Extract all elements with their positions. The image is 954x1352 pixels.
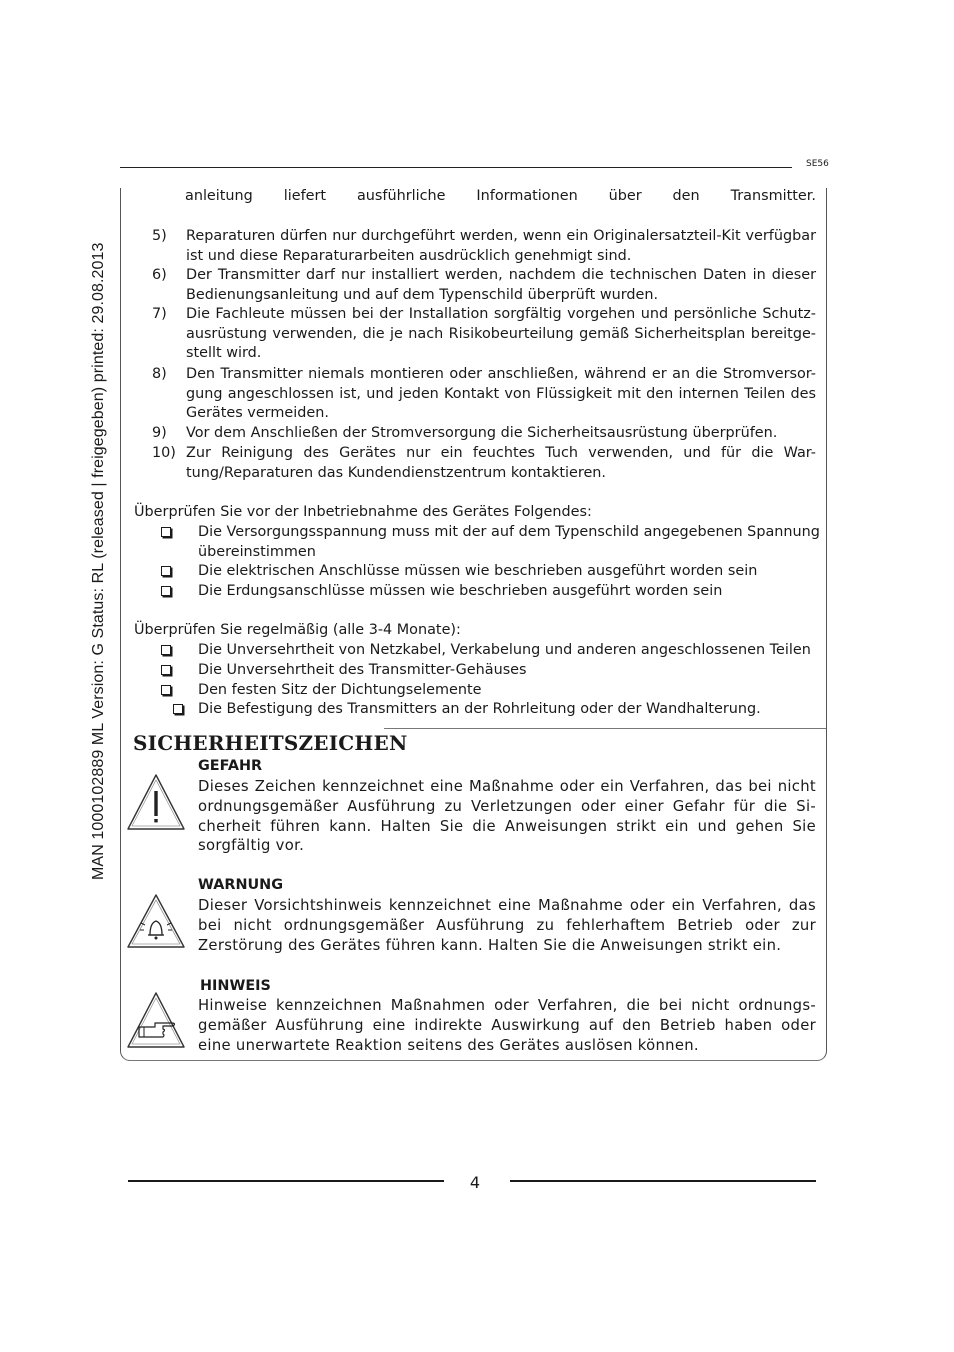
document-code: SE56 xyxy=(806,159,829,169)
list-item xyxy=(152,305,816,364)
footer-rule-right xyxy=(510,1180,816,1182)
exclamation-triangle-icon xyxy=(125,771,187,833)
checkbox-icon xyxy=(161,527,171,537)
list-item xyxy=(152,365,816,424)
sign-title-warnung: WARNUNG xyxy=(198,877,284,893)
list-item xyxy=(152,227,816,266)
item-number: 10) xyxy=(152,445,176,461)
sign-text-hinweis: Hinweise kennzeichnen Maßnahmen oder Verfahren, die bei nicht ordnungs-gemäßer Ausführung eine indirekte Auswirkung auf den Betrieb haben oder eine unerwartete Reaktion seitens des Gerätes auslösen können. xyxy=(198,997,816,1054)
safety-heading: SICHERHEITSZEICHEN xyxy=(133,731,408,755)
item-number: 9) xyxy=(152,425,167,441)
sign-text-warnung: Dieser Vorsichtshinweis kennzeichnet eine Maßnahme oder ein Verfahren, das bei nicht ordnungsgemäßer Ausführung zu fehlerhaftem Betrieb oder zur Zerstörung des Gerätes führen kann. Halten Sie die Anweisungen strikt ein. xyxy=(198,897,816,954)
item-text: Zur Reinigung des Gerätes nur ein feuchtes Tuch verwenden, und für die War-tung/Reparaturen das Kundendienstzentrum kontaktieren. xyxy=(186,445,816,481)
header-rule xyxy=(120,167,792,168)
bullet-item: Die elektrischen Anschlüsse müssen wie beschrieben ausgeführt worden sein xyxy=(198,563,758,579)
list-item xyxy=(152,424,816,444)
item-number: 7) xyxy=(152,306,167,322)
bullet-item: Die Unversehrtheit des Transmitter-Gehäuses xyxy=(198,662,527,678)
item-number: 5) xyxy=(152,228,167,244)
carry-word: über xyxy=(608,188,642,204)
carry-word: ausführliche xyxy=(356,188,446,204)
sign-text-gefahr: Dieses Zeichen kennzeichnet eine Maßnahme oder ein Verfahren, das bei nicht ordnungsgemäßer Ausführung zu Verletzungen oder einer Gefahr für die Si-cherheit führen kann. Halten Sie die Anweisungen strikt ein und gehen Sie sorgfältig vor. xyxy=(198,778,816,855)
item-text: Reparaturen dürfen nur durchgeführt werden, wenn ein Originalersatzteil-Kit verfügbar ist und diese Reparaturarbeiten ausdrücklich genehmigt sind. xyxy=(186,228,816,264)
carried-over-line xyxy=(185,187,816,207)
alarm-bell-triangle-icon xyxy=(125,891,187,951)
checkbox-icon xyxy=(161,665,171,675)
bullet-item: Die Erdungsanschlüsse müssen wie beschrieben ausgeführt worden sein xyxy=(198,583,723,599)
list-item xyxy=(152,266,816,305)
page-number: 4 xyxy=(469,1173,481,1192)
item-number: 6) xyxy=(152,267,167,283)
carry-word: Informationen xyxy=(476,188,578,204)
bullet-item: Die Unversehrtheit von Netzkabel, Verkabelung und anderen angeschlossenen Teilen xyxy=(198,642,811,658)
check-regular-intro: Überprüfen Sie regelmäßig (alle 3-4 Monate): xyxy=(134,622,461,638)
item-number: 8) xyxy=(152,366,167,382)
check-before-intro: Überprüfen Sie vor der Inbetriebnahme des Gerätes Folgendes: xyxy=(134,504,592,520)
item-text: Vor dem Anschließen der Stromversorgung die Sicherheitsausrüstung überprüfen. xyxy=(186,425,778,441)
item-text: Der Transmitter darf nur installiert werden, nachdem die technischen Daten in dieser Bedienungsanleitung und auf dem Typenschild überprüft wurden. xyxy=(186,267,816,303)
list-item xyxy=(152,444,816,483)
bullet-item: Die Versorgungsspannung muss mit der auf dem Typenschild angegebenen Spannung übereinstimmen xyxy=(198,524,820,560)
checkbox-icon xyxy=(161,586,171,596)
section-rule xyxy=(384,728,826,729)
frame-right-border xyxy=(826,188,827,1048)
carry-word: den xyxy=(672,188,700,204)
checkbox-icon xyxy=(161,685,171,695)
document-side-label: MAN 1000102889 ML Version: G Status: RL (released | freigegeben) printed: 29.08.2013 xyxy=(90,242,107,880)
pointing-hand-triangle-icon xyxy=(125,989,187,1051)
frame-bottom-border xyxy=(128,1060,818,1061)
carry-word: Transmitter. xyxy=(730,188,816,204)
sign-title-hinweis: HINWEIS xyxy=(200,978,271,994)
frame-left-border xyxy=(120,188,121,1048)
item-text: Die Fachleute müssen bei der Installation sorgfältig vorgehen und persönliche Schutz-ausrüstung verwenden, die je nach Risikobeurteilung gemäß Sicherheitsplan bereitge-stellt wird. xyxy=(186,306,816,362)
item-text: Den Transmitter niemals montieren oder anschließen, während er an die Stromversor-gung angeschlossen ist, und jeden Kontakt von Flüssigkeit mit den internen Teilen des Gerätes vermeiden. xyxy=(186,366,816,422)
checkbox-icon xyxy=(173,704,183,714)
bullet-item: Den festen Sitz der Dichtungselemente xyxy=(198,682,482,698)
sign-title-gefahr: GEFAHR xyxy=(198,758,263,774)
carry-word: liefert xyxy=(283,188,327,204)
carry-word: anleitung xyxy=(185,188,253,204)
footer-rule-left xyxy=(128,1180,444,1182)
checkbox-icon xyxy=(161,566,171,576)
bullet-item: Die Befestigung des Transmitters an der Rohrleitung oder der Wandhalterung. xyxy=(198,701,761,717)
checkbox-icon xyxy=(161,645,171,655)
